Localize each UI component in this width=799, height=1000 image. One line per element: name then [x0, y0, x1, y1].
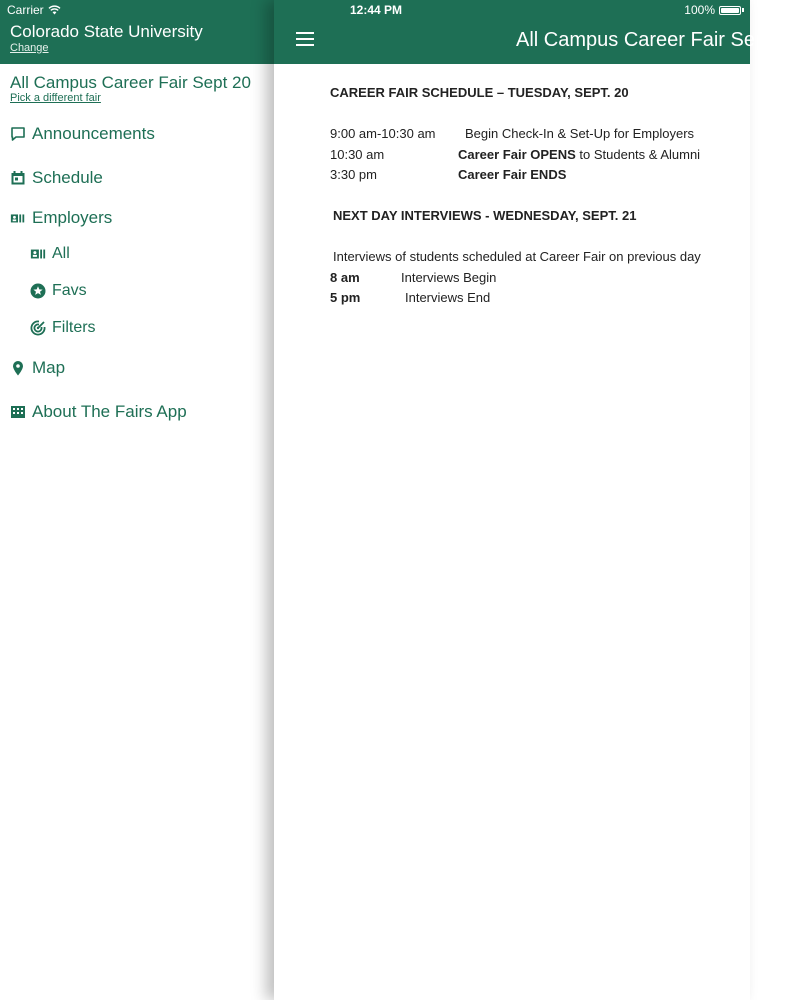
- nav-map[interactable]: [10, 358, 65, 378]
- interview-row-desc: [401, 270, 496, 285]
- interview-row: [330, 290, 360, 305]
- schedule-row: [330, 167, 377, 182]
- nav-label: Employers: [32, 208, 113, 227]
- page-title: All Campus Career Fair Sept 20: [516, 29, 799, 51]
- row-text: Interviews End: [405, 290, 491, 305]
- nav-employers-all[interactable]: [30, 245, 70, 263]
- nav-about[interactable]: [10, 402, 187, 422]
- nav-label: About The Fairs App: [32, 402, 187, 421]
- row-time: 3:30 pm: [330, 167, 377, 182]
- carrier-label: Carrier: [7, 3, 44, 17]
- nav-label: All: [52, 245, 70, 262]
- wifi-icon: [48, 5, 61, 15]
- row-time: 9:00 am-10:30 am: [330, 126, 436, 141]
- row-time: 5 pm: [330, 290, 361, 305]
- row-bold-text: Career Fair OPENS: [458, 147, 576, 162]
- sidebar-header: [0, 0, 274, 64]
- schedule-heading: CAREER FAIR SCHEDULE – TUESDAY, SEPT. 20: [330, 85, 629, 100]
- schedule-row-desc: [465, 126, 694, 141]
- nav-label: Schedule: [32, 168, 103, 187]
- selected-fair-title: All Campus Career Fair Sept 20: [10, 73, 251, 92]
- speech-bubble-icon: [10, 126, 26, 142]
- nav-employers-favs[interactable]: [30, 282, 87, 300]
- main-panel: [274, 0, 799, 1000]
- schedule-row-desc: [458, 147, 700, 162]
- map-pin-icon: [10, 360, 26, 376]
- interviews-note: Interviews of students scheduled at Career Fair on previous day: [333, 249, 701, 264]
- pick-fair-link[interactable]: Pick a different fair: [10, 92, 101, 104]
- nav-label: Map: [32, 358, 66, 377]
- star-circle-icon: [30, 283, 46, 299]
- row-time: 8 am: [330, 270, 360, 285]
- schedule-row: [330, 126, 436, 141]
- building-icon: [10, 404, 26, 420]
- status-time: 12:44 PM: [350, 3, 403, 17]
- nav-employers[interactable]: [10, 208, 112, 228]
- interview-row-desc: [405, 290, 490, 305]
- row-text: Interviews Begin: [401, 270, 497, 285]
- battery-tip: [742, 8, 744, 12]
- battery-percent: 100%: [684, 3, 715, 17]
- target-icon: [30, 320, 46, 336]
- nav-label: Announcements: [32, 124, 155, 143]
- schedule-row: [330, 147, 384, 162]
- id-card-icon: [10, 210, 26, 226]
- interviews-heading: NEXT DAY INTERVIEWS - WEDNESDAY, SEPT. 21: [333, 208, 637, 223]
- top-app-bar: [274, 0, 799, 64]
- sidebar: [0, 0, 274, 1000]
- interview-row: [330, 270, 360, 285]
- row-text: to Students & Alumni: [575, 147, 701, 162]
- nav-label: Filters: [52, 319, 96, 336]
- hamburger-menu-icon[interactable]: [296, 32, 314, 48]
- calendar-icon: [10, 170, 26, 186]
- row-text: Begin Check-In & Set-Up for Employers: [465, 126, 695, 141]
- university-name: Colorado State University: [10, 22, 203, 41]
- row-time: 10:30 am: [330, 147, 385, 162]
- id-card-icon: [30, 246, 46, 262]
- schedule-row-desc: [458, 167, 566, 182]
- row-bold-text: Career Fair ENDS: [458, 167, 567, 182]
- battery-icon: [719, 6, 741, 15]
- nav-label: Favs: [52, 282, 87, 299]
- change-university-link[interactable]: Change: [10, 42, 49, 54]
- nav-employers-filters[interactable]: [30, 319, 96, 337]
- nav-schedule[interactable]: [10, 168, 103, 188]
- status-bar-left: [7, 3, 61, 17]
- status-battery: [684, 3, 744, 17]
- nav-announcements[interactable]: [10, 124, 155, 144]
